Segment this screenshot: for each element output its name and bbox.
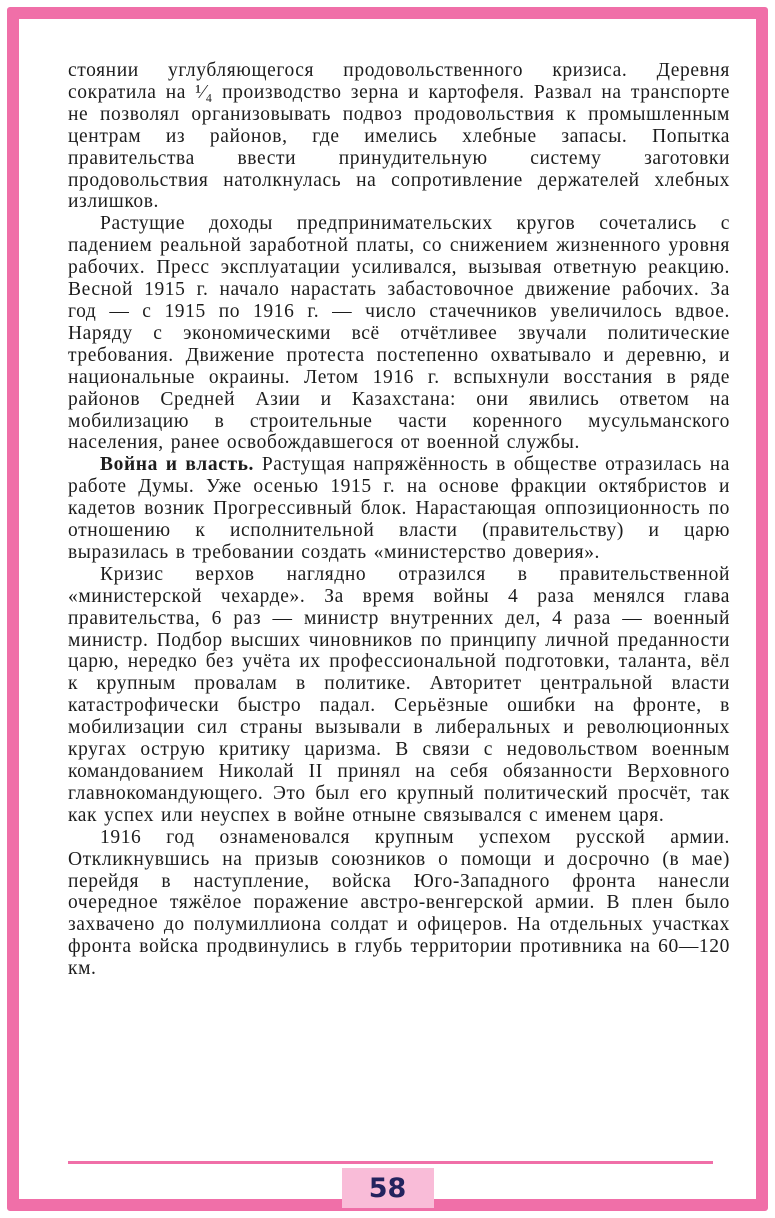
paragraph-food-crisis-continuation: стоянии углубляющегося продовольственного кризиса. Деревня сократила на ¹⁄₄ производство зерна и картофеля. Развал на транспорте не позволял организовывать подвоз продовольствия к промышленным центрам из районов, где имелись хлебные запасы. Попытка правительства ввести принудительную систему заготовки продовольствия натолкнулась на сопротивление держателей хлебных излишков. [68,60,730,213]
paragraph-ministerial-leapfrog: Кризис верхов наглядно отразился в правительственной «министерской чехарде». За время войны 4 раза менялся глава правительства, 6 раз — министр внутренних дел, 4 раза — военный министр. Подбор высших чиновников по принципу личной преданности царю, нередко без учёта их профессиональной подготовки, таланта, вёл к крупным провалам в политике. Авторитет центральной власти катастрофически быстро падал. Серьёзные ошибки на фронте, в мобилизации сил страны вызывали в либеральных и революционных кругах острую критику царизма. В связи с недовольством военным командованием Николай II принял на себя обязанности Верховного главнокомандующего. Это был его крупный политический просчёт, так как успех или неуспех в войне отныне связывался с именем царя. [68,563,730,826]
footer-divider [68,1161,713,1164]
page-content [68,60,730,980]
section-war-and-power-text: Растущая напряжённость в обществе отразилась на работе Думы. Уже осенью 1915 г. на основе фракции октябристов и кадетов возник Прогрессивный блок. Нарастающая оппозиционность по отношению к исполнительной власти (правительству) и царю выразилась в требовании создать «министерство доверия». [68,454,730,563]
page-number: 58 [368,1172,407,1204]
paragraph-strike-movement: Растущие доходы предпринимательских кругов сочетались с падением реальной заработной платы, со снижением жизненного уровня рабочих. Пресс эксплуатации усиливался, вызывая ответную реакцию. Весной 1915 г. начало нарастать забастовочное движение рабочих. За год — с 1915 по 1916 г. — число стачечников увеличилось вдвое. Наряду с экономическими всё отчётливее звучали политические требования. Движение протеста постепенно охватывало и деревню, и национальные окраины. Летом 1916 г. вспыхнули восстания в ряде районов Средней Азии и Казахстана: они явились ответом на мобилизацию в строительные части коренного мусульманского населения, ранее освобождавшегося от военной службы. [68,213,730,454]
page-number-box [342,1168,434,1208]
paragraph-1916-offensive: 1916 год ознаменовался крупным успехом русской армии. Откликнувшись на призыв союзников о помощи и досрочно (в мае) перейдя в наступление, войска Юго-Западного фронта нанесли очередное тяжёлое поражение австро-венгерской армии. В плен было захвачено до полумиллиона солдат и офицеров. На отдельных участках фронта войска продвинулись в глубь территории противника на 60—120 км. [68,826,730,980]
section-war-and-power [68,454,730,564]
section-heading-run-in: Война и власть. [100,454,255,476]
